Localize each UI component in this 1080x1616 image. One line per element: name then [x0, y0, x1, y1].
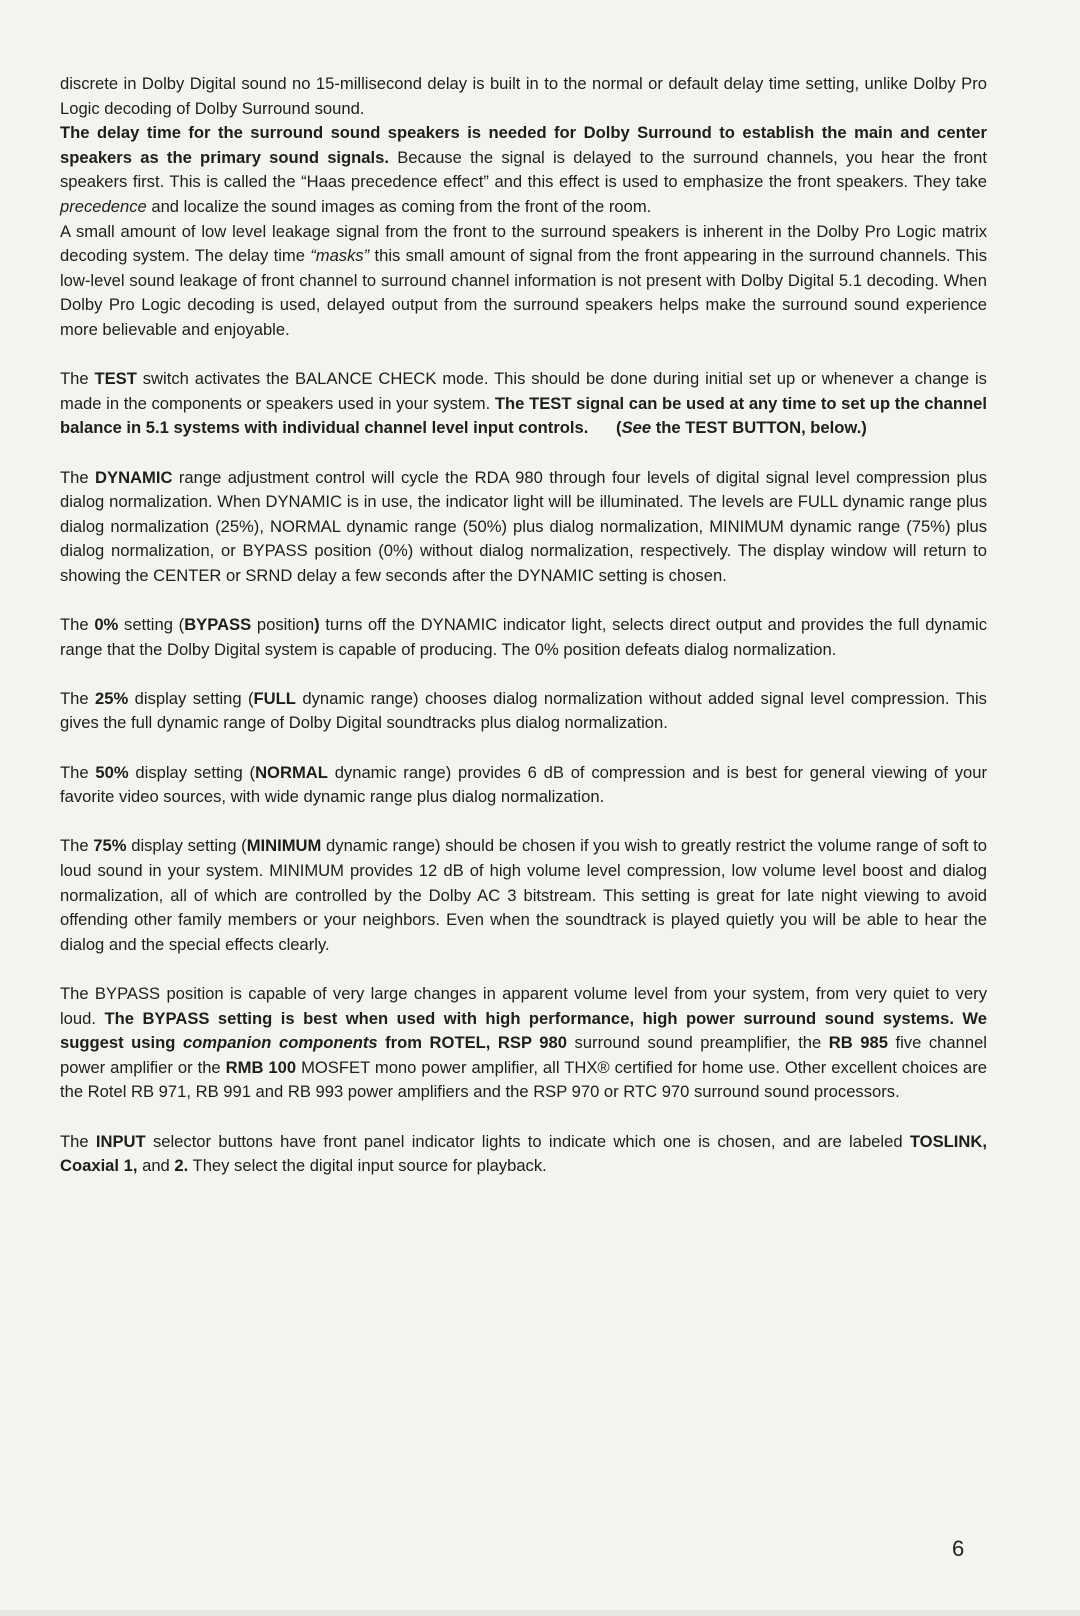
bold-run: RB 985 — [828, 1033, 888, 1053]
text-run: The — [60, 1131, 96, 1151]
paragraph-50-percent — [60, 761, 987, 810]
text-run: The — [60, 615, 95, 635]
bold-run: The BYPASS setting is best when used with high performance, high power surround sound systems. We suggest using — [60, 1008, 988, 1053]
text-run: The BYPASS position is capable of very large changes in apparent volume level from your system, from very quiet to very loud. — [60, 983, 987, 1028]
bold-run: TOSLINK, Coaxial 1, — [60, 1131, 987, 1176]
bold-run: TEST — [94, 369, 137, 389]
text-run: The — [60, 688, 96, 708]
spacer — [588, 418, 616, 437]
bold-run: BYPASS — [184, 615, 252, 635]
text-run: turns off the DYNAMIC indicator light, selects direct output and provides the full dynamic range that the Dolby Digital system is capable of producing. The 0% position defeats dialog normalization. — [60, 615, 987, 659]
text-run: dynamic range) provides 6 dB of compression and is best for general viewing of your favorite video sources, with wide dynamic range plus dialog normalization. — [60, 762, 987, 807]
text-run: The — [60, 836, 94, 856]
bold-run: 2. — [174, 1156, 189, 1176]
bold-run: the TEST BUTTON, below.) — [651, 418, 867, 438]
bold-italic-run: See — [621, 418, 652, 438]
text-run: discrete in Dolby Digital sound no 15-millisecond delay is built in to the normal or default delay time setting, unlike Dolby Pro Logic decoding of Dolby Surround sound. — [60, 74, 987, 118]
text-run: The — [60, 762, 96, 782]
bold-run: ) — [314, 615, 320, 635]
text-run: surround sound preamplifier, the — [566, 1033, 829, 1053]
text-run: switch activates the BALANCE CHECK mode. This should be done during initial set up or whenever a change is made in the components or speakers used in your system. — [60, 369, 987, 413]
paragraph-delay-intro — [60, 72, 987, 121]
text-run: display setting ( — [126, 836, 247, 856]
page-number: 6 — [952, 1536, 965, 1561]
bold-run: DYNAMIC — [95, 467, 173, 487]
italic-run: precedence — [60, 196, 147, 216]
bold-run: NORMAL — [255, 762, 328, 782]
paragraph-haas-effect — [60, 121, 987, 219]
text-run: The — [60, 369, 95, 389]
text-run: and localize the sound images as coming from the front of the room. — [146, 196, 652, 216]
bold-run: The delay time for the surround sound speakers is needed for Dolby Surround to establish the main and center speakers as the primary sound signals. — [60, 123, 987, 167]
paragraph-test-switch — [60, 367, 987, 441]
bold-run: The TEST signal can be used at any time to set up the channel balance in 5.1 systems with individual channel level input controls. — [60, 393, 987, 438]
text-run: and — [137, 1156, 175, 1176]
bold-run: MINIMUM — [246, 836, 322, 856]
bold-run: 75% — [93, 836, 127, 856]
paragraph-leakage-signal — [60, 220, 987, 343]
text-run: five channel power amplifier or the — [60, 1033, 987, 1077]
text-run: position — [251, 615, 315, 635]
bold-italic-run: companion components — [182, 1033, 378, 1053]
text-run: They select the digital input source for playback. — [188, 1156, 547, 1176]
text-run: display setting ( — [128, 762, 256, 782]
paragraph-bypass-position — [60, 982, 987, 1105]
bold-run: RMB 100 — [225, 1057, 297, 1077]
text-run: A small amount of low level leakage signal from the front to the surround speakers is inherent in the Dolby Pro Logic matrix decoding system. The delay time — [60, 221, 987, 266]
paragraph-input-selector — [60, 1130, 987, 1179]
bold-run: 50% — [95, 762, 129, 782]
text-run: this small amount of signal from the front appearing in the surround channels. This low-level sound leakage of front channel to surround channel information is not present with Dolby Digital 5.1 decoding. When Dolby Pro Logic decoding is used, delayed output from the surround speakers helps make the surround sound experience more believable and enjoyable. — [60, 246, 987, 339]
paragraph-25-percent — [60, 687, 987, 736]
bold-run: ( — [616, 418, 622, 438]
bold-run: from ROTEL, RSP 980 — [377, 1033, 567, 1053]
text-run: Because the signal is delayed to the surround channels, you hear the front speakers first. This is called the “Haas precedence effect” and this effect is used to emphasize the front speakers. They take — [60, 147, 987, 192]
text-run: display setting ( — [128, 688, 254, 708]
bold-run: 0% — [94, 615, 119, 635]
text-run: The — [60, 467, 96, 487]
bold-run: FULL — [253, 688, 296, 708]
body-text — [60, 72, 987, 1179]
text-run: MOSFET mono power amplifier, all THX® certified for home use. Other excellent choices are the Rotel RB 971, RB 991 and RB 993 power amplifiers and the RSP 970 or RTC 970 surround sound processors. — [60, 1057, 987, 1102]
bold-run: INPUT — [95, 1131, 146, 1151]
paragraph-dynamic-control — [60, 466, 987, 589]
text-run: dynamic range) chooses dialog normalization without added signal level compression. This gives the full dynamic range of Dolby Digital soundtracks plus dialog normalization. — [60, 688, 987, 733]
paragraph-75-percent — [60, 834, 987, 957]
text-run: setting ( — [118, 615, 185, 635]
bold-run: 25% — [95, 688, 129, 708]
text-run: selector buttons have front panel indicator lights to indicate which one is chosen, and are labeled — [145, 1131, 910, 1151]
italic-run: “masks” — [310, 246, 370, 266]
text-run: dynamic range) should be chosen if you wish to greatly restrict the volume range of soft to loud sound in your system. MINIMUM provides 12 dB of high volume level compression, low volume level boost and dialog normalization, all of which are controlled by the Dolby AC 3 bitstream. This setting is great for late night viewing to avoid offending other family members or your neighbors. Even when the soundtrack is played quietly you will be able to hear the dialog and the special effects clearly. — [60, 836, 987, 954]
paragraph-0-percent — [60, 613, 987, 662]
text-run: range adjustment control will cycle the RDA 980 through four levels of digital signal level compression plus dialog normalization. When DYNAMIC is in use, the indicator light will be illuminated. The levels are FULL dynamic range plus dialog normalization (25%), NORMAL dynamic range (50%) plus dialog normalization, MINIMUM dynamic range (75%) plus dialog normalization, or BYPASS position (0%) without dialog normalization, respectively. The display window will return to showing the CENTER or SRND delay a few seconds after the DYNAMIC setting is chosen. — [60, 467, 987, 585]
